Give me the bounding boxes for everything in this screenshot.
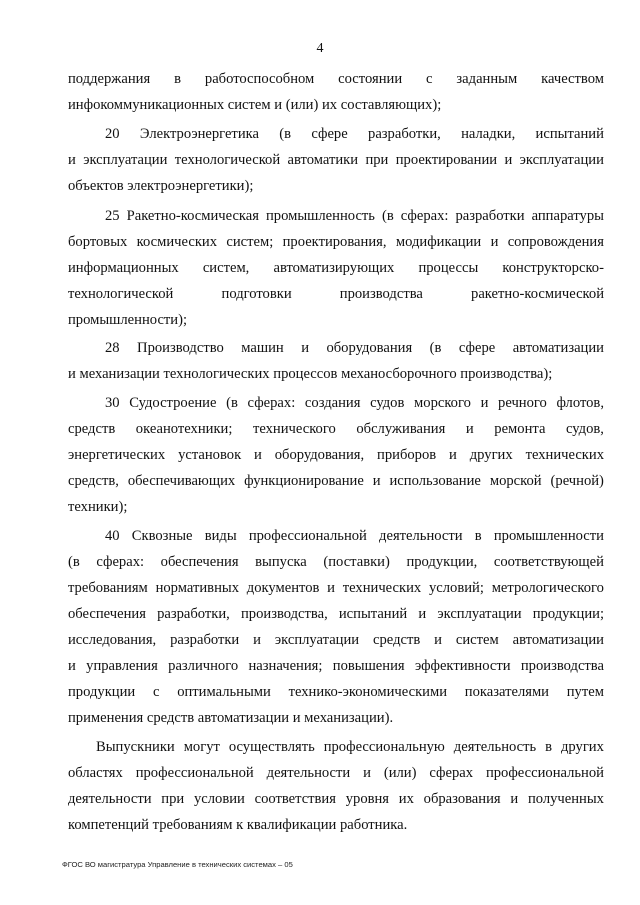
word: использование [389,473,481,489]
word: промышленность [266,208,375,224]
word: (речной) [550,473,604,489]
word: создания [304,395,361,411]
word: средств [68,421,116,437]
word: морского [414,395,471,411]
word: продукции, [406,554,478,570]
word: исследования, [68,632,157,648]
word: деятельности [379,528,463,544]
word: (в [279,126,292,142]
p-30-line: техники); [68,499,128,515]
page-footer: ФГОС ВО магистратура Управление в технических системах – 05 [62,860,293,869]
word: могут [183,739,220,755]
word: процессы [418,260,479,276]
word: и [510,791,519,807]
word: соответствующей [493,554,604,570]
word: сферах: [247,395,296,411]
word: судов, [566,421,604,437]
word: машин [241,340,284,356]
word: (в [429,340,442,356]
word: продукции [68,684,136,700]
p-30-line [105,394,604,412]
word: разработки [170,632,240,648]
p-40-line [68,657,604,675]
p-graduates-line [68,764,604,782]
word: оборудования, [274,447,365,463]
word: функционирование [244,473,364,489]
word: оптимальными [177,684,271,700]
word: при [161,791,185,807]
word: аппаратуры [531,208,604,224]
word: производства [339,286,423,302]
word: проектирования, [282,234,387,250]
word: сферах: [400,208,449,224]
word: и [372,473,381,489]
word: и [449,447,457,463]
word: уровня [345,791,390,807]
word: сфере [311,126,348,142]
word: (в [381,208,394,224]
word: систем, [202,260,250,276]
p-graduates-line [68,790,604,808]
p-continuation-line: инфокоммуникационных систем и (или) их составляющих); [68,97,442,113]
word: требованиям [68,580,148,596]
word: модификации [395,234,482,250]
word: (или) [383,765,417,781]
p-25-line: промышленности); [68,312,188,328]
p-30-line [68,420,604,438]
word: Ракетно-космическая [126,208,259,224]
word: (в [226,395,238,411]
word: и [434,632,442,648]
word: деятельности [68,791,152,807]
word: и [465,421,474,437]
word: обеспечения [160,554,239,570]
word: в [545,739,553,755]
word: Электроэнергетика [139,126,259,142]
word: 20 [105,126,120,142]
word: энергетических [68,447,166,463]
word: состоянии [338,71,403,87]
word: ракетно-космической [471,286,604,302]
word: 40 [105,528,120,544]
word: сфере [458,340,496,356]
word: метрологического [491,580,604,596]
word: эксплуатации [437,606,522,622]
word: виды [204,528,237,544]
word: в [174,71,182,87]
word: 28 [105,340,120,356]
p-continuation-line [68,70,604,88]
p-30-line [68,472,604,490]
word: океанотехники; [135,421,233,437]
p-graduates-line [96,738,604,756]
word: заданным [456,71,518,87]
p-graduates-line: компетенций требованиям к квалификации работника. [68,817,408,833]
word: поддержания [68,71,151,87]
word: образования [423,791,501,807]
word: с [152,684,160,700]
word: 30 [105,395,120,411]
p-25-line [68,285,604,303]
word: выпуска [255,554,307,570]
word: и [504,152,513,168]
word: с [426,71,433,87]
word: обслуживания [356,421,446,437]
word: технико-экономическими [288,684,448,700]
word: технического [252,421,336,437]
word: технических [525,447,604,463]
word: испытаний [535,126,604,142]
word: информационных [68,260,179,276]
word: профессиональной [248,528,367,544]
p-40-line [68,683,604,701]
p-25-line [68,233,604,251]
word: Судостроение [129,395,217,411]
word: эффективности [414,658,511,674]
word: разработки, [368,126,441,142]
word: областях [68,765,123,781]
word: профессиональной [135,765,254,781]
word: полученных [527,791,604,807]
p-40-line [68,579,604,597]
word: нормативных [155,580,239,596]
word: профессиональной [485,765,604,781]
word: других [469,447,513,463]
word: систем; [226,234,274,250]
word: и [363,765,371,781]
word: условий; [428,580,484,596]
word: приборов [377,447,437,463]
word: технических [342,580,422,596]
word: осуществлять [228,739,315,755]
word: речного [498,395,547,411]
word: и [68,658,76,674]
word: подготовки [221,286,292,302]
word: средств [373,632,421,648]
word: разработки [455,208,525,224]
p-25-line [105,207,604,225]
word: флотов, [556,395,604,411]
word: в [474,528,482,544]
word: сопровождения [507,234,604,250]
word: качеством [541,71,604,87]
word: морской [489,473,542,489]
word: различного [168,658,239,674]
word: повышения [332,658,405,674]
word: и [490,234,499,250]
p-28-line: и механизации технологических процессов механосборочного производства); [68,366,553,382]
word: Сквозные [131,528,193,544]
word: обеспечения [68,606,146,622]
word: производства [520,658,604,674]
p-40-line [68,631,604,649]
word: и [418,606,427,622]
word: эксплуатации [519,152,604,168]
p-25-line [68,259,604,277]
p-40-line [68,553,604,571]
word: соответствия [254,791,336,807]
word: Выпускники [96,739,175,755]
word: и [301,340,309,356]
word: эксплуатации [83,152,168,168]
word: при [365,152,389,168]
word: бортовых [68,234,128,250]
word: сферах [429,765,474,781]
word: промышленности [493,528,604,544]
word: других [561,739,604,755]
word: условии [193,791,245,807]
word: (в [68,554,80,570]
word: путем [566,684,604,700]
word: космических [136,234,218,250]
word: разработки, [157,606,230,622]
word: конструкторско- [502,260,604,276]
p-20-line [68,151,604,169]
word: автоматизирующих [273,260,395,276]
p-40-line [68,605,604,623]
word: и [254,447,262,463]
word: испытаний [338,606,408,622]
word: деятельности [266,765,351,781]
word: обеспечивающих [127,473,236,489]
word: управления [86,658,158,674]
page-number: 4 [316,41,324,56]
word: профессиональную [323,739,445,755]
word: и [253,632,261,648]
word: производства, [240,606,328,622]
word: судов [370,395,405,411]
word: оборудования [326,340,413,356]
word: и [480,395,489,411]
p-40-line [105,527,604,545]
word: автоматики [287,152,359,168]
word: и [327,580,335,596]
word: деятельность [453,739,537,755]
p-40-line: применения средств автоматизации и механизации). [68,710,394,726]
word: систем [455,632,499,648]
word: проектировании [395,152,498,168]
word: установок [178,447,242,463]
word: их [398,791,414,807]
p-20-line [105,125,604,143]
word: и [68,152,76,168]
p-20-line: объектов электроэнергетики); [68,178,254,194]
word: автоматизации [512,340,604,356]
word: средств, [68,473,119,489]
word: автоматизации [512,632,604,648]
word: Производство [137,340,224,356]
word: технологической [68,286,174,302]
word: документов [246,580,320,596]
word: наладки, [461,126,516,142]
word: назначения; [248,658,323,674]
word: показателями [464,684,549,700]
p-28-line [105,339,604,357]
word: ремонта [494,421,546,437]
word: работоспособном [204,71,315,87]
word: (поставки) [323,554,390,570]
word: технологической [174,152,281,168]
word: эксплуатации [274,632,360,648]
word: сферах: [96,554,145,570]
word: продукции; [532,606,604,622]
word: 25 [105,208,120,224]
p-30-line [68,446,604,464]
